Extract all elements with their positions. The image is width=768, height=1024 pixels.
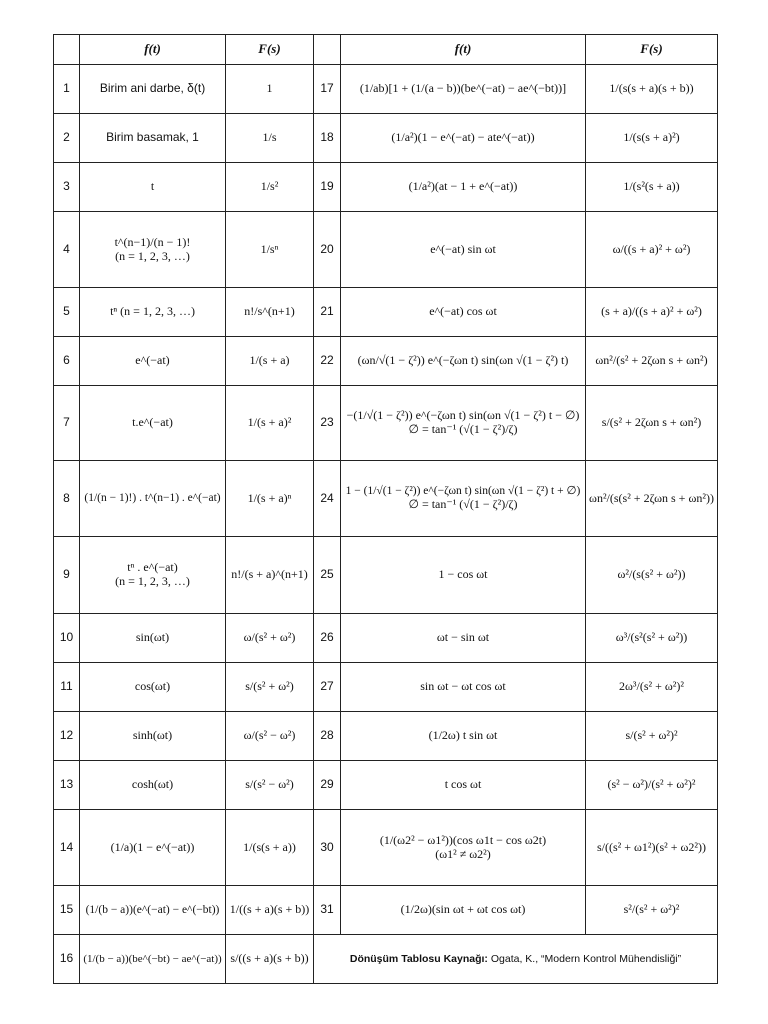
laplace-transform: 1/s [226, 114, 314, 163]
laplace-transform: ω/(s² + ω²) [226, 614, 314, 663]
laplace-transform: s/(s² + 2ζωn s + ωn²) [586, 386, 718, 461]
time-function: (1/a²)(1 − e^(−at) − ate^(−at)) [341, 114, 586, 163]
laplace-transform: (s + a)/((s + a)² + ω²) [586, 288, 718, 337]
time-function: (1/a)(1 − e^(−at)) [80, 810, 226, 886]
table-row [54, 886, 718, 935]
header-F-s-right: F(s) [586, 35, 718, 65]
laplace-transform: ωn²/(s(s² + 2ζωn s + ωn²)) [586, 461, 718, 537]
laplace-transform: 1/sⁿ [226, 212, 314, 288]
row-number-left: 14 [54, 810, 80, 886]
time-function: sin(ωt) [80, 614, 226, 663]
row-number-left: 13 [54, 761, 80, 810]
table-row [54, 935, 718, 984]
row-number-right: 18 [314, 114, 341, 163]
row-number-right: 28 [314, 712, 341, 761]
row-number-left: 10 [54, 614, 80, 663]
table-row [54, 461, 718, 537]
laplace-transform: s/(s² + ω²) [226, 663, 314, 712]
time-function: sinh(ωt) [80, 712, 226, 761]
laplace-transform: s/((s + a)(s + b)) [226, 935, 314, 984]
time-function: sin ωt − ωt cos ωt [341, 663, 586, 712]
time-function: −(1/√(1 − ζ²)) e^(−ζωn t) sin(ωn √(1 − ζ²) t − ∅) ∅ = tan⁻¹ (√(1 − ζ²)/ζ) [341, 386, 586, 461]
time-function: t.e^(−at) [80, 386, 226, 461]
time-function: (ωn/√(1 − ζ²)) e^(−ζωn t) sin(ωn √(1 − ζ²) t) [341, 337, 586, 386]
row-number-right: 22 [314, 337, 341, 386]
time-function: (1/(b − a))(e^(−at) − e^(−bt)) [80, 886, 226, 935]
row-number-right: 20 [314, 212, 341, 288]
table-row [54, 761, 718, 810]
row-number-left: 6 [54, 337, 80, 386]
time-function: 1 − (1/√(1 − ζ²)) e^(−ζωn t) sin(ωn √(1 − ζ²) t + ∅) ∅ = tan⁻¹ (√(1 − ζ²)/ζ) [341, 461, 586, 537]
header-f-t-right: f(t) [341, 35, 586, 65]
row-number-left: 3 [54, 163, 80, 212]
table-row [54, 810, 718, 886]
row-number-left: 4 [54, 212, 80, 288]
time-function: tⁿ (n = 1, 2, 3, …) [80, 288, 226, 337]
laplace-transform: n!/(s + a)^(n+1) [226, 537, 314, 614]
table-row [54, 712, 718, 761]
laplace-transform: 1/(s²(s + a)) [586, 163, 718, 212]
laplace-transform: 1/(s(s + a)(s + b)) [586, 65, 718, 114]
table-row [54, 288, 718, 337]
laplace-transform: 1/(s + a) [226, 337, 314, 386]
row-number-right: 25 [314, 537, 341, 614]
row-number-left: 1 [54, 65, 80, 114]
time-function: (1/a²)(at − 1 + e^(−at)) [341, 163, 586, 212]
row-number-right: 21 [314, 288, 341, 337]
time-function: e^(−at) sin ωt [341, 212, 586, 288]
row-number-left: 11 [54, 663, 80, 712]
table-row [54, 663, 718, 712]
header-index-right [314, 35, 341, 65]
row-number-right: 29 [314, 761, 341, 810]
laplace-transform: (s² − ω²)/(s² + ω²)² [586, 761, 718, 810]
time-function: 1 − cos ωt [341, 537, 586, 614]
laplace-transform: 1/(s(s + a)²) [586, 114, 718, 163]
table-row [54, 212, 718, 288]
header-index-left [54, 35, 80, 65]
time-function: Birim ani darbe, δ(t) [80, 65, 226, 114]
time-function: (1/(ω2² − ω1²))(cos ω1t − cos ω2t) (ω1² ≠ ω2²) [341, 810, 586, 886]
laplace-transform: 1/s² [226, 163, 314, 212]
header-F-s-left: F(s) [226, 35, 314, 65]
laplace-transform: 2ω³/(s² + ω²)² [586, 663, 718, 712]
time-function: (1/(n − 1)!) . t^(n−1) . e^(−at) [80, 461, 226, 537]
row-number-left: 9 [54, 537, 80, 614]
time-function: t^(n−1)/(n − 1)! (n = 1, 2, 3, …) [80, 212, 226, 288]
table-row [54, 537, 718, 614]
time-function: cosh(ωt) [80, 761, 226, 810]
time-function: t cos ωt [341, 761, 586, 810]
row-number-left: 16 [54, 935, 80, 984]
row-number-left: 2 [54, 114, 80, 163]
time-function: cos(ωt) [80, 663, 226, 712]
table-row [54, 114, 718, 163]
row-number-left: 8 [54, 461, 80, 537]
laplace-transform: s²/(s² + ω²)² [586, 886, 718, 935]
source-note [314, 935, 718, 984]
header-row [54, 35, 718, 65]
table-row [54, 163, 718, 212]
laplace-transform: n!/s^(n+1) [226, 288, 314, 337]
laplace-transform: 1 [226, 65, 314, 114]
time-function: e^(−at) [80, 337, 226, 386]
laplace-transform: ω/((s + a)² + ω²) [586, 212, 718, 288]
table-row [54, 614, 718, 663]
laplace-transform: s/(s² − ω²) [226, 761, 314, 810]
row-number-right: 19 [314, 163, 341, 212]
laplace-transform: ωn²/(s² + 2ζωn s + ωn²) [586, 337, 718, 386]
time-function: (1/(b − a))(be^(−bt) − ae^(−at)) [80, 935, 226, 984]
row-number-left: 15 [54, 886, 80, 935]
laplace-transform: ω/(s² − ω²) [226, 712, 314, 761]
row-number-right: 31 [314, 886, 341, 935]
time-function: Birim basamak, 1 [80, 114, 226, 163]
row-number-left: 7 [54, 386, 80, 461]
time-function: e^(−at) cos ωt [341, 288, 586, 337]
laplace-transform: 1/((s + a)(s + b)) [226, 886, 314, 935]
laplace-transform: s/((s² + ω1²)(s² + ω2²)) [586, 810, 718, 886]
header-f-t-left: f(t) [80, 35, 226, 65]
time-function: (1/2ω)(sin ωt + ωt cos ωt) [341, 886, 586, 935]
time-function: t [80, 163, 226, 212]
table-row [54, 65, 718, 114]
row-number-right: 23 [314, 386, 341, 461]
laplace-transform: s/(s² + ω²)² [586, 712, 718, 761]
laplace-transform: 1/(s + a)ⁿ [226, 461, 314, 537]
table-row [54, 337, 718, 386]
time-function: (1/2ω) t sin ωt [341, 712, 586, 761]
row-number-right: 26 [314, 614, 341, 663]
row-number-left: 5 [54, 288, 80, 337]
row-number-right: 17 [314, 65, 341, 114]
row-number-right: 27 [314, 663, 341, 712]
laplace-transform: ω²/(s(s² + ω²)) [586, 537, 718, 614]
row-number-right: 30 [314, 810, 341, 886]
laplace-transform: 1/(s(s + a)) [226, 810, 314, 886]
time-function: tⁿ . e^(−at) (n = 1, 2, 3, …) [80, 537, 226, 614]
laplace-transform: ω³/(s²(s² + ω²)) [586, 614, 718, 663]
row-number-right: 24 [314, 461, 341, 537]
laplace-transform: 1/(s + a)² [226, 386, 314, 461]
laplace-transform-table [53, 34, 718, 984]
time-function: (1/ab)[1 + (1/(a − b))(be^(−at) − ae^(−bt))] [341, 65, 586, 114]
source-text: Ogata, K., “Modern Kontrol Mühendisliği” [490, 953, 682, 966]
time-function: ωt − sin ωt [341, 614, 586, 663]
table-row [54, 386, 718, 461]
source-label: Dönüşüm Tablosu Kaynağı: [349, 953, 488, 966]
row-number-left: 12 [54, 712, 80, 761]
